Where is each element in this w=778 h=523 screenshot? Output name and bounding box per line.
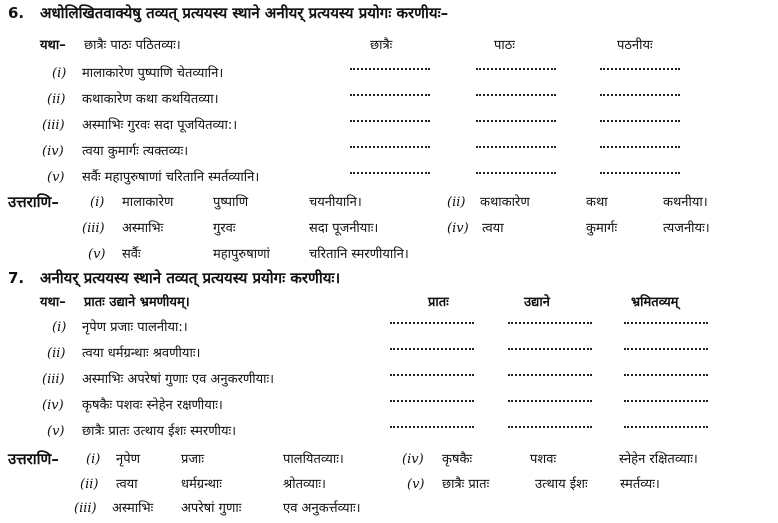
q6-answer-5-number: (v)	[88, 247, 106, 262]
q7-answer-1-word-2: प्रजाः	[181, 452, 205, 467]
q7-example-text: प्रातः उद्याने भ्रमणीयम्।	[84, 295, 190, 310]
q7-item-1-text: नृपेण प्रजाः पालनीया:।	[82, 320, 188, 335]
q7-item-1-number: (i)	[52, 320, 67, 335]
q6-answer-2-word-2: कथा	[586, 195, 608, 210]
q7-answer-3-word-1: अस्माभिः	[112, 501, 154, 516]
q7-number: 7.	[8, 269, 25, 287]
q7-blank-r4c2	[508, 400, 592, 402]
q6-blank-r1c2	[476, 68, 556, 70]
q7-answer-1-number: (i)	[86, 452, 101, 467]
q6-example-col-1: छात्रैः	[370, 38, 393, 53]
q7-answer-4-number: (iv)	[402, 452, 424, 467]
q6-answer-3-word-2: गुरवः	[213, 221, 236, 236]
q7-blank-r5c3	[624, 426, 708, 428]
q6-blank-r3c2	[476, 120, 556, 122]
q6-blank-r3c3	[600, 120, 680, 122]
q7-item-3-number: (iii)	[42, 372, 65, 387]
q6-answer-5-word-1: सर्वैः	[122, 247, 141, 262]
q6-answer-4-word-2: कुमार्गः	[586, 221, 618, 236]
q6-answers-label: उत्तराणि–	[8, 193, 59, 211]
q6-blank-r1c3	[600, 68, 680, 70]
q7-answer-2-word-2: धर्मग्रन्थाः	[181, 477, 222, 492]
q7-answer-2-word-3: श्रोतव्याः।	[283, 477, 326, 492]
q6-answer-3-word-1: अस्माभिः	[122, 221, 164, 236]
q6-item-4-text: त्वया कुमार्गः त्यक्तव्यः।	[82, 144, 189, 159]
q7-heading: अनीयर् प्रत्ययस्य स्थाने तव्यत् प्रत्ययस्य प्रयोगः करणीयः।	[40, 269, 341, 287]
q7-answers-label: उत्तराणि–	[8, 450, 59, 468]
q7-example-label: यथा–	[40, 295, 66, 310]
q6-example-col-3: पठनीयः	[617, 38, 653, 53]
q6-example-col-2: पाठः	[494, 38, 515, 53]
q7-blank-r1c2	[508, 322, 592, 324]
q6-item-2-number: (ii)	[47, 92, 66, 107]
q6-blank-r5c1	[350, 172, 430, 174]
q6-answer-1-word-2: पुष्पाणि	[213, 195, 249, 210]
q7-answer-3-number: (iii)	[74, 501, 97, 516]
q6-item-5-text: सर्वैः महापुरुषाणां चरितानि स्मर्तव्यानि।	[82, 170, 260, 185]
q6-blank-r4c1	[350, 146, 430, 148]
q7-example-col-1: प्रातः	[428, 295, 449, 310]
q6-blank-r5c2	[476, 172, 556, 174]
q7-answer-4-word-1: कृषकैः	[442, 452, 473, 467]
q7-answer-3-word-3: एव अनुकर्त्तव्याः।	[283, 501, 361, 516]
q7-example-col-3: भ्रमितव्यम्	[631, 295, 679, 310]
q7-answer-5-word-3: स्मर्तव्यः।	[620, 477, 660, 492]
q7-item-5-number: (v)	[47, 424, 65, 439]
q7-answer-1-word-3: पालयितव्याः।	[283, 452, 344, 467]
q7-answer-2-word-1: त्वया	[116, 477, 138, 492]
q7-answer-5-number: (v)	[407, 477, 425, 492]
q7-blank-r3c3	[624, 374, 708, 376]
q7-blank-r5c1	[390, 426, 474, 428]
q6-answer-2-number: (ii)	[447, 195, 466, 210]
q7-item-4-text: कृषकैः पशवः स्नेहेन रक्षणीयाः।	[82, 398, 223, 413]
q6-heading: अधोलिखितवाक्येषु तव्यत् प्रत्ययस्य स्थाने अनीयर् प्रत्ययस्य प्रयोगः करणीयः–	[40, 4, 449, 22]
q7-blank-r3c1	[390, 374, 474, 376]
q7-item-4-number: (iv)	[42, 398, 64, 413]
q6-item-1-number: (i)	[52, 66, 67, 81]
q7-example-col-2: उद्याने	[524, 295, 550, 310]
q7-answer-4-word-2: पशवः	[530, 452, 557, 467]
q6-number: 6.	[8, 4, 25, 22]
q7-blank-r4c3	[624, 400, 708, 402]
q6-item-4-number: (iv)	[42, 144, 64, 159]
q6-blank-r3c1	[350, 120, 430, 122]
q6-item-3-number: (iii)	[42, 118, 65, 133]
q6-item-3-text: अस्माभिः गुरवः सदा पूजयितव्या:।	[82, 118, 238, 133]
q7-answer-2-number: (ii)	[80, 477, 99, 492]
q7-answer-5-word-1: छात्रैः प्रातः	[442, 477, 490, 492]
q6-answer-4-number: (iv)	[447, 221, 469, 236]
q6-answer-2-word-3: कथनीया।	[663, 195, 708, 210]
q6-blank-r2c3	[600, 94, 680, 96]
q7-answer-3-word-2: अपरेषां गुणाः	[181, 501, 242, 516]
q6-blank-r1c1	[350, 68, 430, 70]
q7-blank-r4c1	[390, 400, 474, 402]
q6-answer-4-word-1: त्वया	[482, 221, 504, 236]
q7-blank-r1c3	[624, 322, 708, 324]
q6-example-text: छात्रैः पाठः पठितव्यः।	[84, 38, 181, 53]
q7-answer-5-word-2: उत्थाय ईशः	[535, 477, 588, 492]
q6-answer-3-word-3: सदा पूजनीयाः।	[309, 221, 379, 236]
q7-answer-4-word-3: स्नेहेन रक्षितव्याः।	[619, 452, 698, 467]
q6-example-label: यथा–	[40, 38, 66, 53]
q7-blank-r3c2	[508, 374, 592, 376]
q6-item-2-text: कथाकारेण कथा कथयितव्या।	[82, 92, 219, 107]
q6-blank-r2c1	[350, 94, 430, 96]
q7-item-5-text: छात्रैः प्रातः उत्थाय ईशः स्मरणीयः।	[82, 424, 237, 439]
q6-blank-r5c3	[600, 172, 680, 174]
q6-answer-1-word-1: मालाकारेण	[122, 195, 174, 210]
q7-item-2-text: त्वया धर्मग्रन्थाः श्रवणीयाः।	[82, 346, 201, 361]
q6-blank-r4c3	[600, 146, 680, 148]
q7-blank-r1c1	[390, 322, 474, 324]
q7-blank-r2c2	[508, 348, 592, 350]
q6-answer-1-word-3: चयनीयानि।	[309, 195, 362, 210]
q7-item-3-text: अस्माभिः अपरेषां गुणाः एव अनुकरणीयाः।	[82, 372, 275, 387]
q7-blank-r5c2	[508, 426, 592, 428]
q6-blank-r4c2	[476, 146, 556, 148]
q6-answer-3-number: (iii)	[82, 221, 105, 236]
q6-item-5-number: (v)	[47, 170, 65, 185]
q6-answer-1-number: (i)	[90, 195, 105, 210]
q6-answer-5-word-2: महापुरुषाणां	[213, 247, 270, 262]
q6-item-1-text: मालाकारेण पुष्पाणि चेतव्यानि।	[82, 66, 224, 81]
q6-answer-5-word-3: चरितानि स्मरणीयानि।	[309, 247, 409, 262]
q7-blank-r2c1	[390, 348, 474, 350]
q7-item-2-number: (ii)	[47, 346, 66, 361]
q7-answer-1-word-1: नृपेण	[116, 452, 140, 467]
q6-blank-r2c2	[476, 94, 556, 96]
q6-answer-4-word-3: त्यजनीयः।	[663, 221, 710, 236]
q7-blank-r2c3	[624, 348, 708, 350]
q6-answer-2-word-1: कथाकारेण	[480, 195, 530, 210]
